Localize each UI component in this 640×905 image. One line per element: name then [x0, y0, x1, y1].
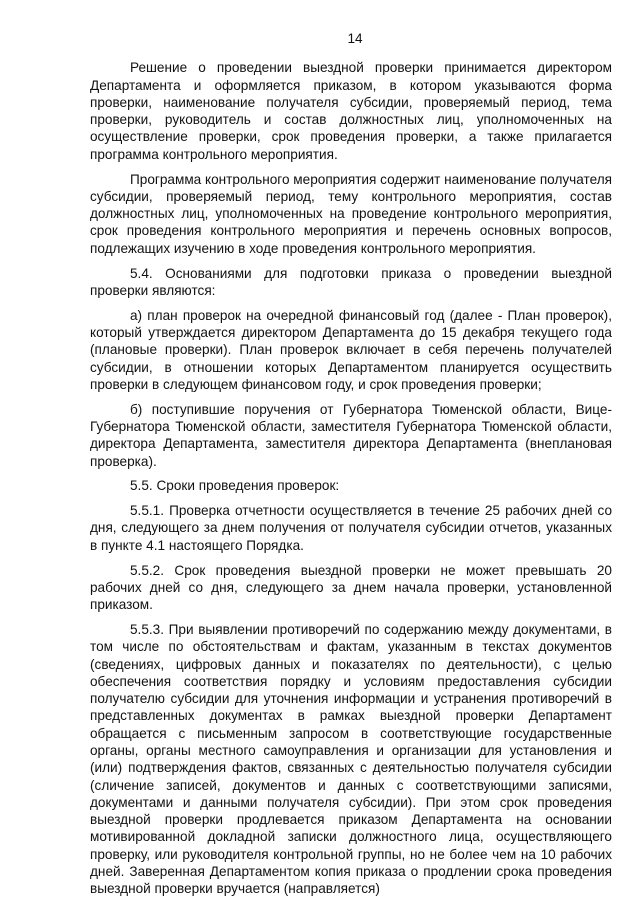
paragraph-5-5: 5.5. Сроки проведения проверок:: [130, 478, 340, 494]
page-number: 14: [347, 31, 363, 46]
paragraph-5-4-a: а) план проверок на очередной финансовый год (далее - План проверок), который утверждается директором Департамента до 15 декабря текущего года (плановые проверки). План проверок включает в себя перечень получателей субсидии, в отношении которых Департаментом планируется осуществить проверки в следующем финансовом году, и срок проведения проверки;: [90, 307, 612, 392]
paragraph-5-4: 5.4. Основаниями для подготовки приказа о проведении выездной проверки являются:: [90, 265, 612, 298]
paragraph-program: Программа контрольного мероприятия содержит наименование получателя субсидии, проверяемый период, тему контрольного мероприятия, состав должностных лиц, уполномоченных на проведение контрольного мероприятия, срок проведения контрольного мероприятия и перечень основных вопросов, подлежащих изучению в ходе проведения контрольного мероприятия.: [90, 171, 612, 256]
paragraph-5-5-1: 5.5.1. Проверка отчетности осуществляется в течение 25 рабочих дней со дня, следующего за днем получения от получателя субсидии отчетов, указанных в пункте 4.1 настоящего Порядка.: [90, 503, 612, 553]
paragraph-decision: Решение о проведении выездной проверки принимается директором Департамента и оформляется приказом, в котором указываются форма проверки, наименование получателя субсидии, проверяемый период, тема проверки, руководитель и состав должностных лиц, уполномоченных на осуществление проверки, срок проведения проверки, а также прилагается программа контрольного мероприятия.: [90, 60, 612, 162]
paragraph-5-5-2: 5.5.2. Срок проведения выездной проверки не может превышать 20 рабочих дней со дня, следующего за днем начала проверки, установленной приказом.: [90, 562, 612, 613]
paragraph-5-4-b: б) поступившие поручения от Губернатора Тюменской области, Вице-Губернатора Тюменской области, заместителя Губернатора Тюменской области, директора Департамента, заместителя директора Департамента (внеплановая проверка).: [90, 401, 612, 469]
paragraph-5-5-3: 5.5.3. При выявлении противоречий по содержанию между документами, в том числе по обстоятельствам и фактам, указанным в текстах документов (сведениях, цифровых данных и показателях по деятельности), с целью обеспечения соответствия порядку и условиям предоставления субсидии получателю субсидии для уточнения информации и устранения противоречий в представленных документах в рамках выездной проверки Департамент обращается с письменным запросом в соответствующие государственные органы, органы местного самоуправления и организации для установления и (или) подтверждения фактов, связанных с деятельностью получателя субсидии (сличение записей, документов и данных с соответствующими записями, документами и данными получателя субсидии). При этом срок проведения выездной проверки продлевается приказом Департамента на основании мотивированной докладной записки должностного лица, осуществляющего проверку, или руководителя контрольной группы, но не более чем на 10 рабочих дней. Заверенная Департаментом копия приказа о продлении срока проведения выездной проверки вручается (направляется): [90, 621, 612, 897]
